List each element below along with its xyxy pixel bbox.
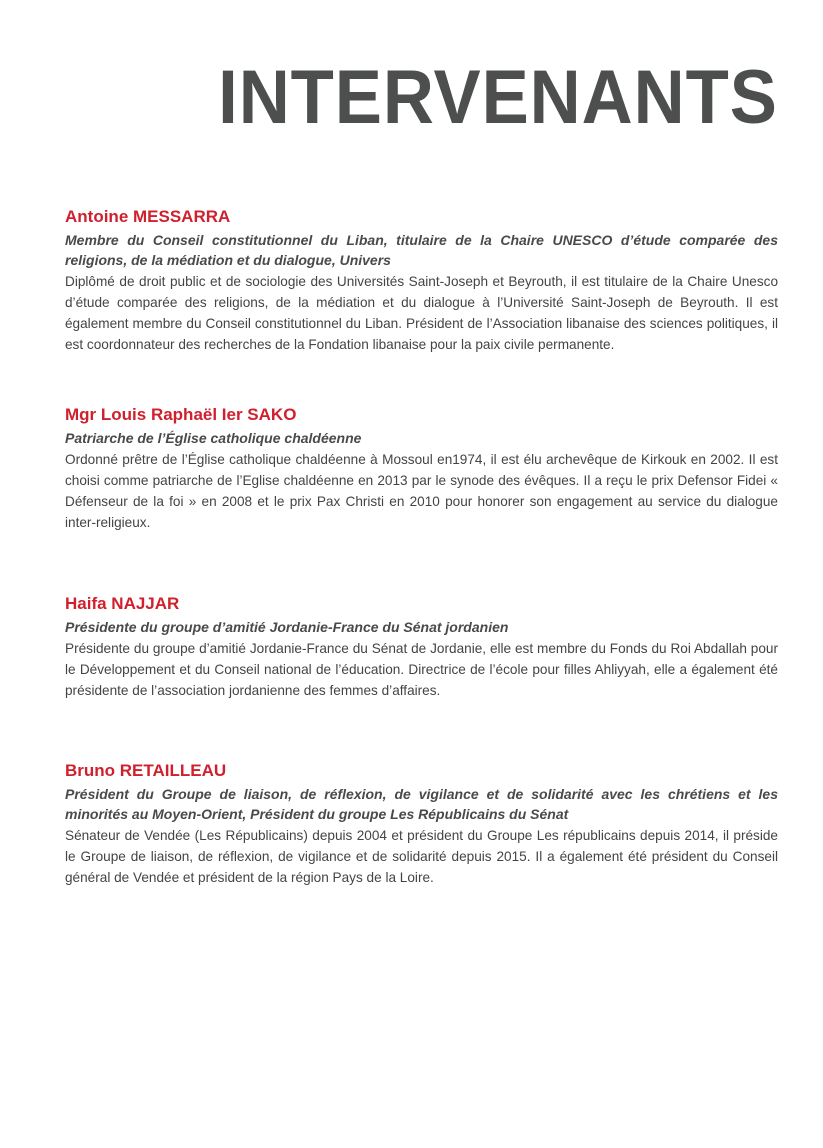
speaker-bio: Ordonné prêtre de l’Église catholique chaldéenne à Mossoul en1974, il est élu archevêque de Kirkouk en 2002. Il est choisi comme patriarche de l’Eglise chaldéenne en 2013 par le synode des évêques. Il a reçu le prix Defensor Fidei « Défenseur de la foi » en 2008 et le prix Pax Christi en 2010 pour honorer son engagement au service du dialogue inter-religieux. (65, 452, 778, 530)
speaker-name: Bruno RETAILLEAU (65, 761, 227, 780)
speaker-entry (65, 760, 778, 888)
speaker-name: Antoine MESSARRA (65, 207, 231, 226)
speaker-name: Haifa NAJJAR (65, 594, 180, 613)
speaker-name: Mgr Louis Raphaël Ier SAKO (65, 405, 297, 424)
speaker-role: Président du Groupe de liaison, de réflexion, de vigilance et de solidarité avec les chrétiens et les minorités au Moyen-Orient, Président du groupe Les Républicains du Sénat (65, 786, 778, 822)
speaker-entry (65, 206, 778, 355)
page-title: INTERVENANTS (218, 55, 778, 140)
speaker-bio: Sénateur de Vendée (Les Républicains) depuis 2004 et président du Groupe Les républicains depuis 2014, il préside le Groupe de liaison, de réflexion, de vigilance et de solidarité depuis 2015. Il a également été président du Conseil général de Vendée et président de la région Pays de la Loire. (65, 828, 778, 885)
speaker-role: Membre du Conseil constitutionnel du Liban, titulaire de la Chaire UNESCO d’étude comparée des religions, de la médiation et du dialogue, Univers (65, 232, 778, 268)
speaker-role: Patriarche de l’Église catholique chaldéenne (65, 430, 362, 446)
speaker-bio: Présidente du groupe d’amitié Jordanie-France du Sénat de Jordanie, elle est membre du Fonds du Roi Abdallah pour le Développement et du Conseil national de l’éducation. Directrice de l’école pour filles Ahliyyah, elle a également été présidente de l’association jordanienne des femmes d’affaires. (65, 641, 778, 698)
speaker-entry (65, 593, 778, 701)
speaker-bio: Diplômé de droit public et de sociologie des Universités Saint-Joseph et Beyrouth, il est titulaire de la Chaire Unesco d’étude comparée des religions, de la médiation et du dialogue à l’Université Saint-Joseph de Beyrouth. Il est également membre du Conseil constitutionnel du Liban. Président de l’Association libanaise des sciences politiques, il est coordonnateur des recherches de la Fondation libanaise pour la paix civile permanente. (65, 274, 778, 352)
speaker-entry (65, 404, 778, 533)
speaker-role: Présidente du groupe d’amitié Jordanie-France du Sénat jordanien (65, 619, 509, 635)
